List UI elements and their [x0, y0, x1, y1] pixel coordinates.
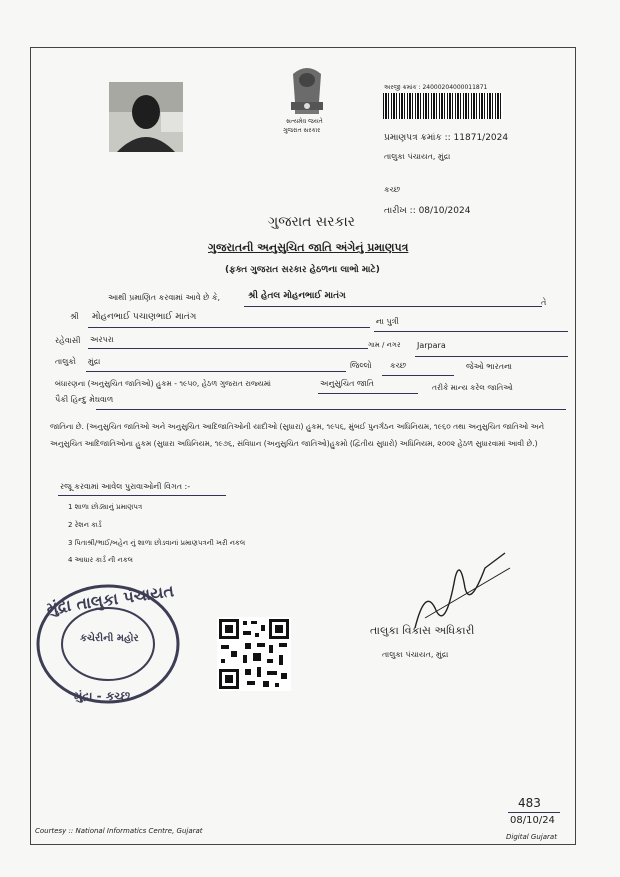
handwritten-date: 08/10/24 — [510, 815, 555, 826]
district-field-label: જિલ્લો — [350, 361, 372, 370]
line1-end: તે — [541, 298, 547, 307]
resident-label: રહેવાસી — [55, 336, 81, 345]
line5-end: તરીકે માન્ય કરેલ જાતિઓ — [432, 383, 513, 392]
issuing-office: તાલુકા પંચાયત, મુંદ્રા — [384, 152, 451, 161]
relation-label: ના પુત્રી — [376, 317, 399, 326]
village-label: ગામ / નગર — [368, 341, 401, 349]
resident-value: અરપરા — [90, 335, 114, 344]
document-item-3: 3 પિતાશ્રી/ભાઈ/બહેન નું શાળા છોડવાનાં પ્રમાણપત્રની ખરી નકલ — [68, 539, 246, 547]
document-item-1: 1 શાળા છોડ્યાનું પ્રમાણપત્ર — [68, 503, 143, 511]
district-field-value: કચ્છ — [390, 361, 407, 370]
line4-end: જેઓ ભારતના — [466, 362, 513, 371]
constitution-text: બંધારણના (અનુસુચિત જાતિઓ) હુકમ - ૧૯૫૦, હેઠળ ગુજરાત રાજ્યમાં — [55, 379, 271, 388]
certificate-number: પ્રમાણપત્ર ક્રમાંક :: 11871/2024 — [384, 133, 509, 143]
emblem-caption-2: ગુજરાત સરકાર — [283, 127, 321, 134]
seal-center-text: કચેરીની મહોર — [80, 633, 139, 644]
taluka-label: તાલુકો — [55, 357, 76, 366]
handwritten-number: 483 — [518, 796, 541, 810]
gov-title: ગુજરાત સરકાર — [268, 214, 355, 230]
line2-prefix: શ્રી — [70, 312, 79, 321]
footer-courtesy: Courtesy :: National Informatics Centre, Gujarat — [35, 827, 203, 835]
certificate-title: ગુજરાતની અનુસુચિત જાતિ અંગેનું પ્રમાણપત્ર — [208, 241, 409, 254]
village-value: Jarpara — [417, 341, 446, 350]
document-item-4: 4 આધાર કાર્ડ ની નકલ — [68, 556, 133, 564]
father-name: મોહનભાઈ પચાણભાઈ માતંગ — [92, 312, 197, 322]
caste-name: પૈકી હિન્દુ મેઘવાળ — [55, 395, 114, 404]
footer-digital-gujarat: Digital Gujarat — [506, 833, 557, 841]
legal-paragraph: જાતિના છે. (અનુસુચિત જાતિઓ અને અનુસુચિત આદિજાતિઓની યાદીઓ (સુધારા) હુકમ, ૧૯૫૬, મુંબઈ પુનર્ગઠન અધિનિયમ, ૧૯૬૦ તથા અનુસુચિત જાતિઓ અને અનુસુચિત આદિજાતિઓના હુકમ (સુધારા અધિનિયમ, ૧૯૭૬, સંવિધાન (અનુસુચિત જાતિઓ)હુકમો (દ્વિતીય સુધારો) અધિનિયમ, ૨૦૦૨ હેઠળ સુધારવામાં આવી છે.) — [50, 422, 545, 448]
barcode — [383, 93, 503, 119]
district-label: કચ્છ — [384, 185, 401, 194]
signatory-office: તાલુકા પંચાયત, મુંદ્રા — [382, 650, 449, 659]
document-item-2: 2 રેશન કાર્ડ — [68, 521, 102, 529]
applicant-photo — [109, 82, 183, 152]
seal-bottom-text: મુંદ્રા - કચ્છ — [74, 689, 131, 703]
emblem-caption-1: સત્યમેવ જયતે — [286, 118, 323, 125]
application-number: અરજી ક્રમાંક : 24000204000011871 — [384, 84, 488, 91]
certificate-subtitle: (ફક્ત ગુજરાત સરકાર હેઠળના લાભો માટે) — [225, 265, 380, 275]
seal-ring-text: મુંદ્રા તાલુકા પંચાયત — [45, 581, 176, 618]
issue-date: તારીખ :: 08/10/2024 — [384, 206, 471, 216]
qr-code — [217, 617, 291, 691]
applicant-name: શ્રી હેતલ મોહનભાઈ માતંગ — [248, 291, 346, 301]
documents-heading: રજૂ કરવામાં આવેલ પુરાવાઓની વિગત :- — [60, 482, 191, 491]
caste-category: અનુસુચિત જાતિ — [320, 379, 374, 388]
signatory-title: તાલુકા વિકાસ અધિકારી — [370, 624, 475, 637]
certify-label: આથી પ્રમાણિત કરવામાં આવે છે કે, — [108, 293, 221, 302]
taluka-value: મુંદ્રા — [88, 357, 101, 366]
